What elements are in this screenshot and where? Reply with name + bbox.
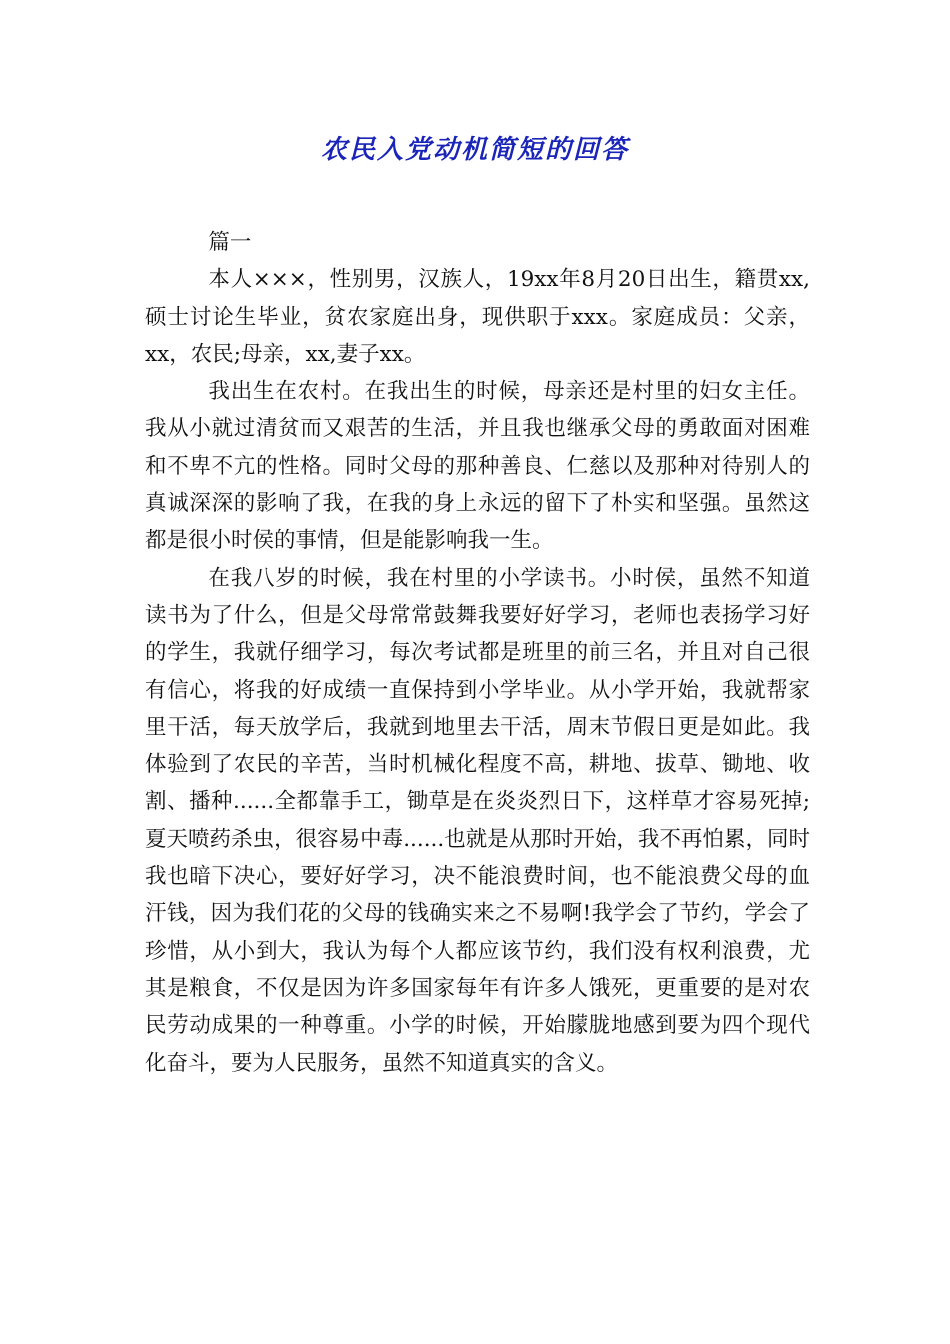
paragraph-personal-info: 本人×××，性别男，汉族人，19xx年8月20日出生，籍贯xx,硕士讨论生毕业，贫农家庭出身，现供职于xxx。家庭成员：父亲，xx，农民;母亲，xx,妻子xx。	[145, 267, 810, 367]
document-body	[145, 224, 810, 1082]
document-title: 农民入党动机简短的回答	[320, 135, 629, 165]
paragraph-childhood: 我出生在农村。在我出生的时候，母亲还是村里的妇女主任。我从小就过清贫而又艰苦的生活，并且我也继承父母的勇敢面对困难和不卑不亢的性格。同时父母的那种善良、仁慈以及那种对待别人的真诚深深的影响了我，在我的身上永远的留下了朴实和坚强。虽然这都是很小时侯的事情，但是能影响我一生。	[145, 379, 810, 554]
section-label: 篇一	[208, 230, 252, 255]
paragraph-primary-school: 在我八岁的时候，我在村里的小学读书。小时侯，虽然不知道读书为了什么，但是父母常常鼓舞我要好好学习，老师也表扬学习好的学生，我就仔细学习，每次考试都是班里的前三名，并且对自己很有信心，将我的好成绩一直保持到小学毕业。从小学开始，我就帮家里干活，每天放学后，我就到地里去干活，周末节假日更是如此。我体验到了农民的辛苦，当时机械化程度不高，耕地、拔草、锄地、收割、播种......全都靠手工，锄草是在炎炎烈日下，这样草才容易死掉;夏天喷药杀虫，很容易中毒......也就是从那时开始，我不再怕累，同时我也暗下决心，要好好学习，决不能浪费时间，也不能浪费父母的血汗钱，因为我们花的父母的钱确实来之不易啊!我学会了节约，学会了珍惜，从小到大，我认为每个人都应该节约，我们没有权利浪费，尤其是粮食，不仅是因为许多国家每年有许多人饿死，更重要的是对农民劳动成果的一种尊重。小学的时候，开始朦胧地感到要为四个现代化奋斗，要为人民服务，虽然不知道真实的含义。	[145, 565, 810, 1076]
